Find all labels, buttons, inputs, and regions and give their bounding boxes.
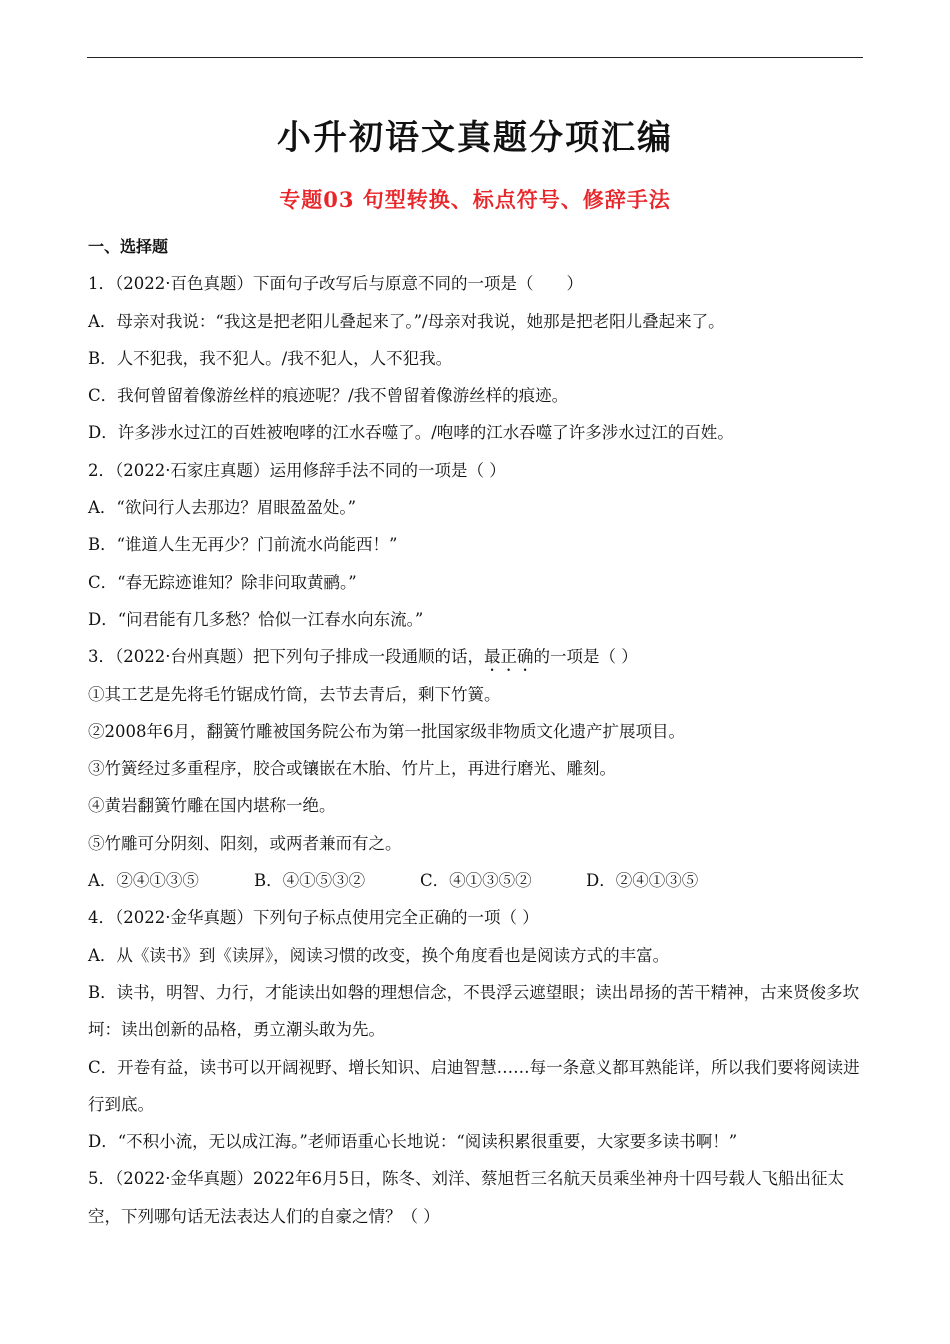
option-b: B．人不犯我，我不犯人。/我不犯人，人不犯我。 xyxy=(88,348,453,368)
option-d: D．②④①③⑤ xyxy=(586,871,699,891)
question-3 xyxy=(88,638,868,899)
question-stem: 4．（2022·金华真题）下列句子标点使用完全正确的一项（ ） xyxy=(88,908,539,928)
question-4 xyxy=(88,899,868,1160)
section-heading: 一、选择题 xyxy=(88,237,169,256)
option-a: A．“欲问行人去那边？眉眼盈盈处。” xyxy=(88,498,357,518)
question-stem: 1．（2022·百色真题）下面句子改写后与原意不同的一项是（ ） xyxy=(88,274,583,294)
question-stem: 5．（2022·金华真题）2022年6月5日，陈冬、刘洋、蔡旭哲三名航天员乘坐神舟十四号载人飞船出征太空，下列哪句话无法表达人们的自豪之情？（ ） xyxy=(88,1169,844,1226)
question-stem xyxy=(88,638,868,675)
option-d: D．“问君能有几多愁？恰似一江春水向东流。” xyxy=(88,609,424,629)
option-c: C．④①③⑤② xyxy=(420,871,532,891)
option-a: A．母亲对我说：“我这是把老阳儿叠起来了。”/母亲对我说，她那是把老阳儿叠起来了。 xyxy=(88,311,725,331)
question-1 xyxy=(88,265,868,451)
option-a: A．从《读书》到《读屏》，阅读习惯的改变，换个角度看也是阅读方式的丰富。 xyxy=(88,945,670,965)
option-b: B．④①⑤③② xyxy=(254,871,366,891)
option-c: C．“春无踪迹谁知？除非问取黄鹂。” xyxy=(88,572,357,592)
question-2 xyxy=(88,452,868,638)
document-body xyxy=(88,228,868,1235)
page-title: 小升初语文真题分项汇编 xyxy=(277,118,673,158)
option-a: A．②④①③⑤ xyxy=(88,871,199,891)
option-b: B．“谁道人生无再少？门前流水尚能西！” xyxy=(88,535,398,555)
stem-text: 3．（2022·台州真题）把下列句子排成一段通顺的话， xyxy=(88,647,484,667)
option-d: D．“不积小流，无以成江海。”老师语重心长地说：“阅读积累很重要，大家要多读书啊！” xyxy=(88,1132,738,1152)
option-c: C．开卷有益，读书可以开阔视野、增长知识、启迪智慧……每一条意义都耳熟能详，所以我们要将阅读进行到底。 xyxy=(88,1057,860,1114)
topic-subtitle: 专题03 句型转换、标点符号、修辞手法 xyxy=(279,187,671,212)
sentence-4: ④黄岩翻簧竹雕在国内堪称一绝。 xyxy=(88,796,336,816)
emphasized-text: 最正确 xyxy=(483,647,534,667)
option-c: C．我何曾留着像游丝样的痕迹呢？/我不曾留着像游丝样的痕迹。 xyxy=(88,386,569,406)
options-row xyxy=(88,862,868,899)
sentence-2: ②2008年6月，翻簧竹雕被国务院公布为第一批国家级非物质文化遗产扩展项目。 xyxy=(88,721,685,741)
stem-text: 的一项是（ ） xyxy=(533,647,638,667)
option-b: B．读书，明智、力行，才能读出如磐的理想信念，不畏浮云遮望眼；读出昂扬的苦干精神，古来贤俊多坎坷：读出创新的品格，勇立潮头敢为先。 xyxy=(88,982,860,1040)
header-rule xyxy=(87,57,863,58)
question-stem: 2．（2022·石家庄真题）运用修辞手法不同的一项是（ ） xyxy=(88,460,506,480)
sentence-1: ①其工艺是先将毛竹锯成竹筒，去节去青后，剩下竹簧。 xyxy=(88,684,501,704)
sentence-3: ③竹簧经过多重程序，胶合或镶嵌在木胎、竹片上，再进行磨光、雕刻。 xyxy=(88,759,616,779)
question-5 xyxy=(88,1160,868,1235)
option-d: D．许多涉水过江的百姓被咆哮的江水吞噬了。/咆哮的江水吞噬了许多涉水过江的百姓。 xyxy=(88,423,734,443)
sentence-5: ⑤竹雕可分阴刻、阳刻，或两者兼而有之。 xyxy=(88,833,402,853)
